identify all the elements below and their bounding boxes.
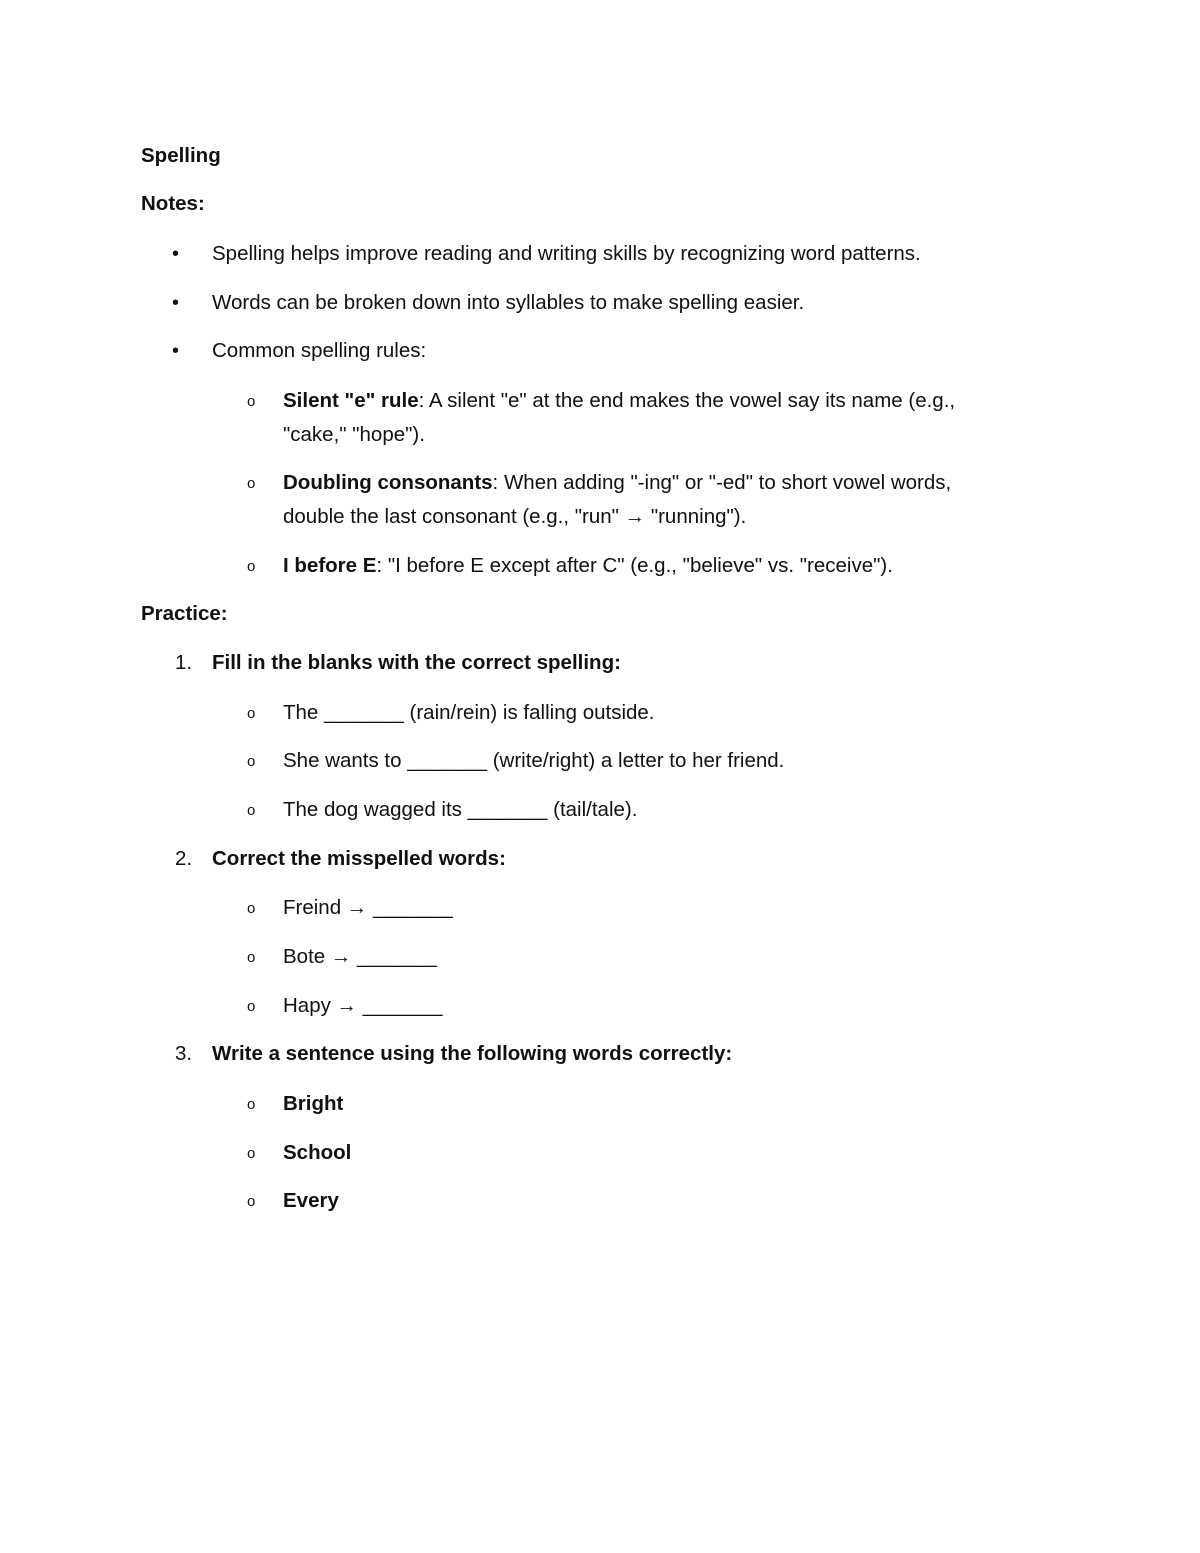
rule-doubling-consonants [283,466,951,500]
sub-bullet-marker: o [247,802,256,819]
sub-bullet-marker: o [247,705,256,722]
sub-bullet-marker: o [247,1145,256,1162]
practice-item: The _______ (rain/rein) is falling outside. [283,701,655,724]
notes-heading: Notes: [141,192,205,215]
sub-bullet-marker: o [247,753,256,770]
practice-word: Every [283,1189,339,1212]
practice-heading: Practice: [141,602,228,625]
rule-text-continued: double the last consonant (e.g., "run" → "running"). [283,505,747,528]
practice-word: School [283,1141,352,1164]
note-item: Spelling helps improve reading and writing skills by recognizing word patterns. [212,242,921,265]
document-title: Spelling [141,144,221,167]
practice-word: Bright [283,1092,344,1115]
rule-text-continued: "cake," "hope"). [283,423,425,446]
bullet-marker: • [172,340,180,362]
sub-bullet-marker: o [247,558,256,575]
practice-item: She wants to _______ (write/right) a letter to her friend. [283,749,785,772]
sub-bullet-marker: o [247,1096,256,1113]
note-item: Common spelling rules: [212,339,427,362]
sub-bullet-marker: o [247,998,256,1015]
sub-bullet-marker: o [247,475,256,492]
rule-text: : "I before E except after C" (e.g., "believe" vs. "receive"). [376,554,893,577]
rule-term: Silent "e" rule [283,389,419,412]
practice-item: Hapy → _______ [283,994,443,1017]
rule-term: I before E [283,554,377,577]
rule-text: : When adding "-ing" or "-ed" to short vowel words, [492,471,952,494]
rule-i-before-e [283,549,893,583]
sub-bullet-marker: o [247,393,256,410]
bullet-marker: • [172,243,180,265]
note-item: Words can be broken down into syllables to make spelling easier. [212,291,805,314]
sub-bullet-marker: o [247,1193,256,1210]
sub-bullet-marker: o [247,900,256,917]
practice-item: Bote → _______ [283,945,437,968]
practice-instruction: Correct the misspelled words: [212,847,506,870]
sub-bullet-marker: o [247,949,256,966]
bullet-marker: • [172,292,180,314]
practice-number: 3. [175,1042,193,1065]
rule-term: Doubling consonants [283,471,493,494]
practice-item: Freind → _______ [283,896,453,919]
practice-number: 1. [175,651,193,674]
rule-text: : A silent "e" at the end makes the vowel say its name (e.g., [418,389,956,412]
practice-item: The dog wagged its _______ (tail/tale). [283,798,638,821]
practice-instruction: Fill in the blanks with the correct spelling: [212,651,621,674]
practice-instruction: Write a sentence using the following words correctly: [212,1042,733,1065]
practice-number: 2. [175,847,193,870]
rule-silent-e [283,384,955,418]
